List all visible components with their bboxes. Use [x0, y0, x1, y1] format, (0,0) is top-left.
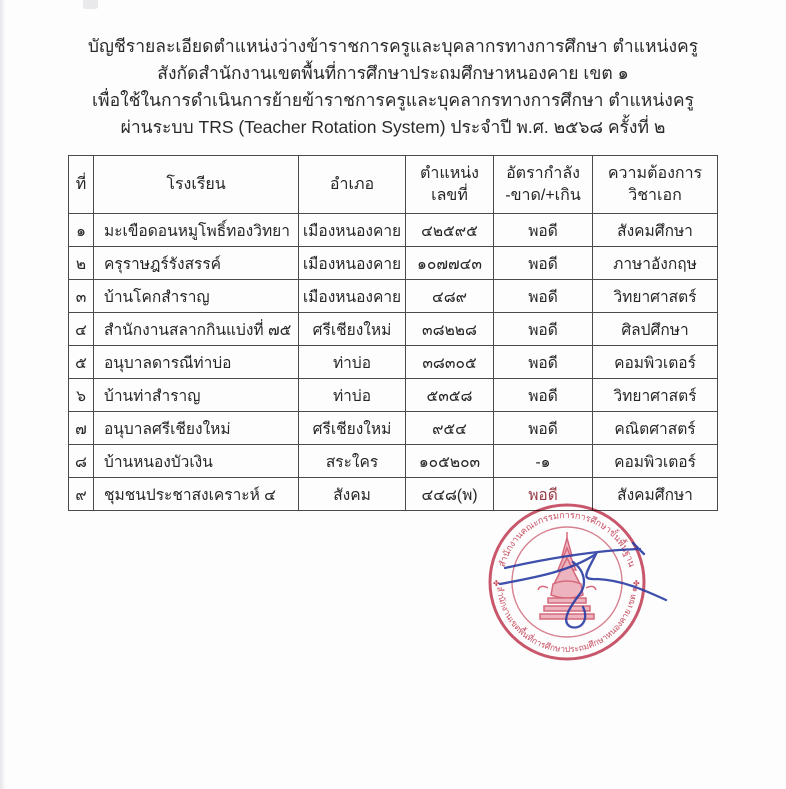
cell-position-no: ๕๓๕๘ [406, 379, 494, 412]
title-line-2: สังกัดสำนักงานเขตพื้นที่การศึกษาประถมศึกษาหนองคาย เขต ๑ [157, 63, 629, 83]
cell-staffing: พอดี [494, 280, 593, 313]
table-row [69, 478, 718, 511]
table-row [69, 247, 718, 280]
cell-staffing: พอดี [494, 478, 593, 511]
cell-school: สำนักงานสลากกินแบ่งที่ ๗๕ [94, 313, 299, 346]
scan-smudge [83, 0, 98, 9]
stamp-rim-mark-right: ✤ [633, 579, 640, 588]
cell-no: ๕ [69, 346, 94, 379]
cell-position-no: ๓๘๒๒๘ [406, 313, 494, 346]
cell-major: วิทยาศาสตร์ [593, 280, 718, 313]
header-school: โรงเรียน [94, 156, 299, 214]
title-line-3: เพื่อใช้ในการดำเนินการย้ายข้าราชการครูและบุคลากรทางการศึกษา ตำแหน่งครู [92, 90, 694, 110]
positions-table [68, 155, 718, 511]
cell-major: วิทยาศาสตร์ [593, 379, 718, 412]
cell-staffing: พอดี [494, 379, 593, 412]
cell-position-no: ๓๘๓๐๕ [406, 346, 494, 379]
table-body [69, 214, 718, 511]
header-row [69, 156, 718, 214]
cell-school: ชุมชนประชาสงเคราะห์ ๔ [94, 478, 299, 511]
title-line-1: บัญชีรายละเอียดตำแหน่งว่างข้าราชการครูและบุคลากรทางการศึกษา ตำแหน่งครู [87, 36, 699, 56]
stamp-top-text: สำนักงานคณะกรรมการการศึกษาขั้นพื้นฐาน [496, 509, 638, 569]
stamp-rim-text [493, 510, 640, 654]
cell-no: ๔ [69, 313, 94, 346]
table-row [69, 214, 718, 247]
cell-major: คอมพิวเตอร์ [593, 445, 718, 478]
cell-district: ศรีเชียงใหม่ [299, 412, 406, 445]
cell-staffing: พอดี [494, 313, 593, 346]
cell-no: ๙ [69, 478, 94, 511]
temple-spire-icon [538, 532, 596, 619]
table-row [69, 280, 718, 313]
cell-district: เมืองหนองคาย [299, 214, 406, 247]
cell-major: ภาษาอังกฤษ [593, 247, 718, 280]
cell-staffing: พอดี [494, 346, 593, 379]
cell-school: ครุราษฎร์รังสรรค์ [94, 247, 299, 280]
title-line-4: ผ่านระบบ TRS (Teacher Rotation System) ประจำปี พ.ศ. ๒๕๖๘ ครั้งที่ ๒ [120, 117, 666, 137]
stamp-rim-mark-left: ✤ [493, 579, 500, 588]
cell-district: ศรีเชียงใหม่ [299, 313, 406, 346]
table-row [69, 412, 718, 445]
stamp-rings [490, 505, 644, 659]
cell-staffing: -๑ [494, 445, 593, 478]
cell-school: บ้านท่าสำราญ [94, 379, 299, 412]
cell-staffing: พอดี [494, 412, 593, 445]
cell-major: ศิลปศึกษา [593, 313, 718, 346]
header-position-no: ตำแหน่ง เลขที่ [406, 156, 494, 214]
official-stamp [470, 492, 682, 670]
table-header [69, 156, 718, 214]
cell-no: ๘ [69, 445, 94, 478]
cell-major: สังคมศึกษา [593, 478, 718, 511]
cell-school: บ้านโคกสำราญ [94, 280, 299, 313]
header-no: ที่ [69, 156, 94, 214]
cell-no: ๓ [69, 280, 94, 313]
cell-school: มะเขือดอนหมูโพธิ์ทองวิทยา [94, 214, 299, 247]
table-row [69, 379, 718, 412]
cell-staffing: พอดี [494, 214, 593, 247]
header-staffing: อัตรากำลัง -ขาด/+เกิน [494, 156, 593, 214]
cell-district: ท่าบ่อ [299, 379, 406, 412]
table-row [69, 445, 718, 478]
cell-district: ท่าบ่อ [299, 346, 406, 379]
cell-position-no: ๙๕๔ [406, 412, 494, 445]
cell-position-no: ๔๘๙ [406, 280, 494, 313]
signature [500, 543, 666, 627]
cell-school: อนุบาลดารณีท่าบ่อ [94, 346, 299, 379]
cell-major: คณิตศาสตร์ [593, 412, 718, 445]
cell-position-no: ๑๐๕๒๐๓ [406, 445, 494, 478]
cell-school: บ้านหนองบัวเงิน [94, 445, 299, 478]
table-row [69, 346, 718, 379]
cell-no: ๖ [69, 379, 94, 412]
cell-no: ๗ [69, 412, 94, 445]
cell-no: ๒ [69, 247, 94, 280]
cell-position-no: ๔๒๕๙๕ [406, 214, 494, 247]
document-title [0, 33, 786, 141]
table-row [69, 313, 718, 346]
cell-major: คอมพิวเตอร์ [593, 346, 718, 379]
header-district: อำเภอ [299, 156, 406, 214]
cell-district: สระใคร [299, 445, 406, 478]
cell-position-no: ๑๐๗๗๔๓ [406, 247, 494, 280]
cell-position-no: ๔๔๘(พ) [406, 478, 494, 511]
cell-district: เมืองหนองคาย [299, 247, 406, 280]
cell-staffing: พอดี [494, 247, 593, 280]
cell-district: เมืองหนองคาย [299, 280, 406, 313]
stamp-bottom-text: สำนักงานเขตพื้นที่การศึกษาประถมศึกษาหนองคาย เขต ๑ [495, 585, 639, 655]
header-major: ความต้องการ วิชาเอก [593, 156, 718, 214]
cell-no: ๑ [69, 214, 94, 247]
cell-major: สังคมศึกษา [593, 214, 718, 247]
cell-school: อนุบาลศรีเชียงใหม่ [94, 412, 299, 445]
cell-district: สังคม [299, 478, 406, 511]
